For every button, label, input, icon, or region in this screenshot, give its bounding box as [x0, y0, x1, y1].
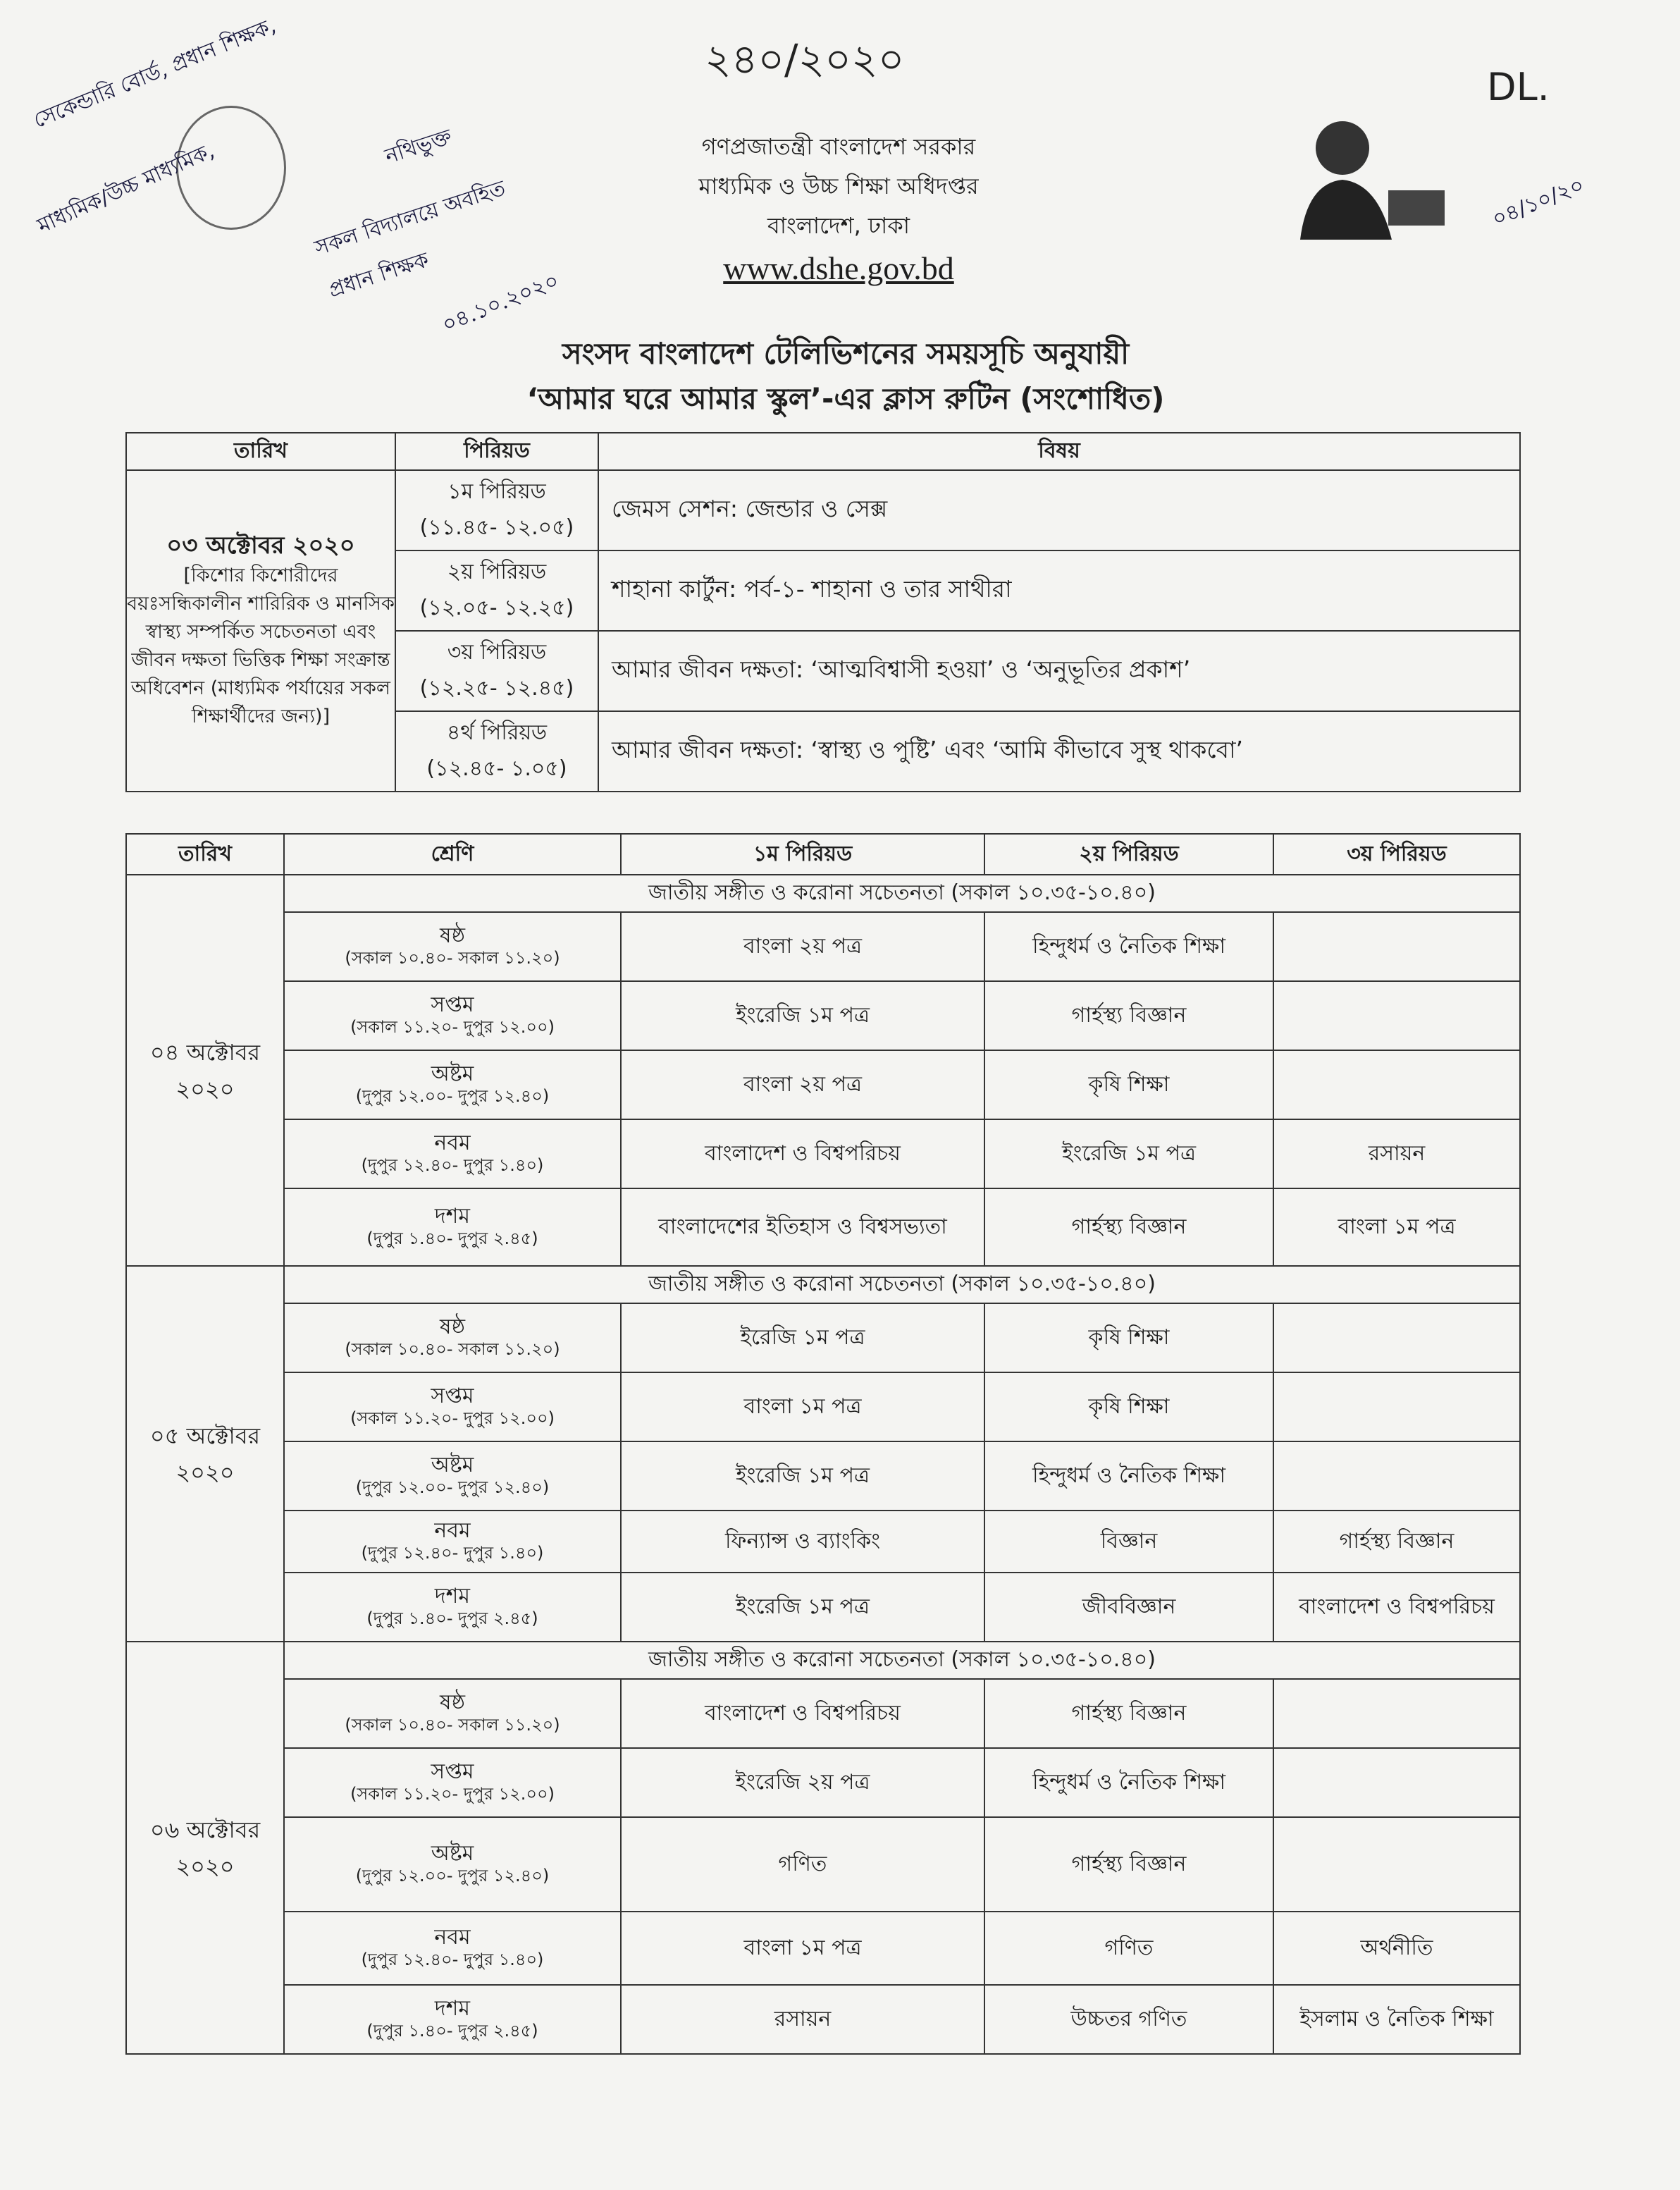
- class-time: (দুপুর ১.৪০- দুপুর ২.৪৫): [366, 1228, 538, 1248]
- period-2-cell: কৃষি শিক্ষা: [984, 1050, 1273, 1119]
- class-name: নবম: [434, 1924, 471, 1950]
- class-name: দশম: [434, 1995, 471, 2021]
- handwritten-date: ০৪.১০.২০২০: [438, 268, 563, 338]
- header-website: www.dshe.gov.bd: [723, 250, 954, 286]
- period-cell: [395, 711, 598, 792]
- header-date: তারিখ: [126, 834, 284, 875]
- office-header: [620, 127, 1057, 292]
- class-cell: [284, 1985, 621, 2054]
- day-year: ২০২০: [175, 1458, 235, 1486]
- class-time: (সকাল ১০.৪০- সকাল ১১.২০): [345, 1339, 560, 1359]
- period-1-cell: ইরেজি ১ম পত্র: [621, 1303, 984, 1372]
- header-date: তারিখ: [126, 433, 395, 470]
- class-name: সপ্তম: [431, 992, 474, 1017]
- period-3-cell: [1273, 912, 1520, 981]
- class-name: দশম: [434, 1583, 471, 1608]
- dl-mark: DL.: [1487, 65, 1550, 109]
- class-name: অষ্টম: [431, 1061, 474, 1086]
- period-label: ১ম পিরিয়ড: [447, 479, 546, 504]
- day-date-cell: [126, 1266, 284, 1642]
- class-name: ষষ্ঠ: [439, 1314, 466, 1339]
- period-3-cell: [1273, 1748, 1520, 1817]
- period-3-cell: রসায়ন: [1273, 1119, 1520, 1188]
- period-2-cell: কৃষি শিক্ষা: [984, 1303, 1273, 1372]
- day-date: ০৪ অক্টোবর: [149, 1038, 261, 1066]
- subject-cell: আমার জীবন দক্ষতা: ‘স্বাস্থ্য ও পুষ্টি’ এবং ‘আমি কীভাবে সুস্থ থাকবো’: [598, 711, 1520, 792]
- period-1-cell: বাংলাদেশের ইতিহাস ও বিশ্বসভ্যতা: [621, 1188, 984, 1266]
- period-1-cell: বাংলা ২য় পত্র: [621, 1050, 984, 1119]
- period-1-cell: ইংরেজি ১ম পত্র: [621, 1573, 984, 1642]
- class-name: নবম: [434, 1518, 471, 1543]
- anthem-row: জাতীয় সঙ্গীত ও করোনা সচেতনতা (সকাল ১০.৩৫-১০.৪০): [284, 1266, 1520, 1303]
- class-time: (সকাল ১০.৪০- সকাল ১১.২০): [345, 1714, 560, 1735]
- period-3-cell: বাংলা ১ম পত্র: [1273, 1188, 1520, 1266]
- period-1-cell: বাংলা ১ম পত্র: [621, 1372, 984, 1441]
- anthem-row: জাতীয় সঙ্গীত ও করোনা সচেতনতা (সকাল ১০.৩৫-১০.৪০): [284, 1642, 1520, 1679]
- session-date-cell: [126, 470, 395, 792]
- header-period-3: ৩য় পিরিয়ড: [1273, 834, 1520, 875]
- session-description: [কিশোর কিশোরীদের বয়ঃসন্ধিকালীন শারিরিক ও মানসিক স্বাস্থ্য সম্পর্কিত সচেতনতা এবং জীবন দক্ষতা ভিত্তিক শিক্ষা সংক্রান্ত অধিবেশন (মাধ্যমিক পর্যায়ের সকল শিক্ষার্থীদের জন্য)]: [127, 564, 395, 727]
- period-3-cell: [1273, 1303, 1520, 1372]
- class-cell: [284, 1050, 621, 1119]
- period-3-cell: [1273, 1441, 1520, 1511]
- header-govt: গণপ্রজাতন্ত্রী বাংলাদেশ সরকার: [701, 133, 976, 160]
- document-title: [282, 331, 1409, 422]
- period-1-cell: ফিন্যান্স ও ব্যাংকিং: [621, 1511, 984, 1573]
- period-2-cell: জীববিজ্ঞান: [984, 1573, 1273, 1642]
- class-cell: [284, 1441, 621, 1511]
- class-time: (সকাল ১০.৪০- সকাল ১১.২০): [345, 947, 560, 968]
- class-cell: [284, 1573, 621, 1642]
- period-2-cell: কৃষি শিক্ষা: [984, 1372, 1273, 1441]
- class-time: (দুপুর ১২.৪০- দুপুর ১.৪০): [361, 1542, 544, 1563]
- class-cell: [284, 1372, 621, 1441]
- day-date-cell: [126, 875, 284, 1266]
- class-time: (দুপুর ১.৪০- দুপুর ২.৪৫): [366, 1608, 538, 1628]
- period-1-cell: বাংলাদেশ ও বিশ্বপরিচয়: [621, 1119, 984, 1188]
- header-period-2: ২য় পিরিয়ড: [984, 834, 1273, 875]
- period-2-cell: গার্হস্থ্য বিজ্ঞান: [984, 1817, 1273, 1912]
- header-directorate: মাধ্যমিক ও উচ্চ শিক্ষা অধিদপ্তর: [698, 173, 979, 199]
- period-2-cell: হিন্দুধর্ম ও নৈতিক শিক্ষা: [984, 1441, 1273, 1511]
- header-period: পিরিয়ড: [395, 433, 598, 470]
- header-class: শ্রেণি: [284, 834, 621, 875]
- period-3-cell: বাংলাদেশ ও বিশ্বপরিচয়: [1273, 1573, 1520, 1642]
- header-period-1: ১ম পিরিয়ড: [621, 834, 984, 875]
- class-name: অষ্টম: [431, 1452, 474, 1477]
- handwritten-note-right: ০৪/১০/২০: [1488, 173, 1588, 232]
- class-time: (দুপুর ১২.০০- দুপুর ১২.৪০): [355, 1477, 550, 1497]
- subject-cell: জেমস সেশন: জেন্ডার ও সেক্স: [598, 470, 1520, 550]
- period-cell: [395, 631, 598, 711]
- class-name: সপ্তম: [431, 1383, 474, 1408]
- period-1-cell: গণিত: [621, 1817, 984, 1912]
- class-time: (দুপুর ১২.৪০- দুপুর ১.৪০): [361, 1155, 544, 1175]
- class-cell: [284, 1188, 621, 1266]
- class-name: ষষ্ঠ: [439, 1690, 466, 1715]
- period-2-cell: গার্হস্থ্য বিজ্ঞান: [984, 1679, 1273, 1748]
- handwritten-note-center-2: সকল বিদ্যালয়ে অবহিত: [311, 176, 509, 261]
- class-cell: [284, 1303, 621, 1372]
- period-label: ৩য় পিরিয়ড: [447, 640, 547, 665]
- day-year: ২০২০: [175, 1852, 235, 1880]
- class-name: ষষ্ঠ: [439, 923, 466, 948]
- handwritten-note-center-1: নথিভুক্ত: [382, 124, 455, 169]
- period-3-cell: অর্থনীতি: [1273, 1912, 1520, 1985]
- period-2-cell: হিন্দুধর্ম ও নৈতিক শিক্ষা: [984, 1748, 1273, 1817]
- title-line-1: সংসদ বাংলাদেশ টেলিভিশনের সময়সূচি অনুযায়ী: [562, 336, 1130, 371]
- routine-table-oct-03: [125, 432, 1521, 792]
- period-3-cell: [1273, 1372, 1520, 1441]
- period-time: (১২.২৫- ১২.৪৫): [419, 676, 574, 701]
- class-time: (সকাল ১১.২০- দুপুর ১২.০০): [350, 1016, 555, 1037]
- class-name: সপ্তম: [431, 1759, 474, 1784]
- period-3-cell: ইসলাম ও নৈতিক শিক্ষা: [1273, 1985, 1520, 2054]
- class-cell: [284, 1119, 621, 1188]
- handwritten-note-left-1: সেকেন্ডারি বোর্ড, প্রধান শিক্ষক,: [30, 13, 280, 133]
- handwritten-note-left-2: মাধ্যমিক/উচ্চ মাধ্যমিক,: [33, 138, 218, 239]
- period-1-cell: রসায়ন: [621, 1985, 984, 2054]
- day-date-cell: [126, 1642, 284, 2054]
- class-name: অষ্টম: [431, 1840, 474, 1866]
- title-line-2: ‘আমার ঘরে আমার স্কুল’-এর ক্লাস রুটিন (সংশোধিত): [526, 381, 1165, 416]
- period-1-cell: বাংলাদেশ ও বিশ্বপরিচয়: [621, 1679, 984, 1748]
- period-time: (১১.৪৫- ১২.০৫): [419, 515, 574, 540]
- subject-cell: শাহানা কার্টুন: পর্ব-১- শাহানা ও তার সাথীরা: [598, 550, 1520, 631]
- period-label: ২য় পিরিয়ড: [447, 560, 547, 584]
- period-2-cell: গণিত: [984, 1912, 1273, 1985]
- session-date: ০৩ অক্টোবর ২০২০: [166, 531, 355, 560]
- class-time: (সকাল ১১.২০- দুপুর ১২.০০): [350, 1408, 555, 1428]
- class-name: দশম: [434, 1203, 471, 1229]
- period-time: (১২.৪৫- ১.০৫): [426, 756, 567, 781]
- period-time: (১২.০৫- ১২.২৫): [419, 596, 574, 620]
- header-location: বাংলাদেশ, ঢাকা: [767, 212, 910, 239]
- period-2-cell: বিজ্ঞান: [984, 1511, 1273, 1573]
- class-time: (সকাল ১১.২০- দুপুর ১২.০০): [350, 1783, 555, 1804]
- handwritten-note-center-3: প্রধান শিক্ষক: [326, 247, 432, 303]
- day-date: ০৫ অক্টোবর: [149, 1422, 261, 1449]
- class-name: নবম: [434, 1130, 471, 1155]
- period-2-cell: হিন্দুধর্ম ও নৈতিক শিক্ষা: [984, 912, 1273, 981]
- period-1-cell: বাংলা ১ম পত্র: [621, 1912, 984, 1985]
- period-label: ৪র্থ পিরিয়ড: [446, 720, 548, 745]
- period-cell: [395, 470, 598, 550]
- anthem-row: জাতীয় সঙ্গীত ও করোনা সচেতনতা (সকাল ১০.৩৫-১০.৪০): [284, 875, 1520, 912]
- day-date: ০৬ অক্টোবর: [149, 1816, 261, 1843]
- class-cell: [284, 1912, 621, 1985]
- period-2-cell: গার্হস্থ্য বিজ্ঞান: [984, 1188, 1273, 1266]
- period-2-cell: উচ্চতর গণিত: [984, 1985, 1273, 2054]
- period-3-cell: [1273, 1817, 1520, 1912]
- document-number: ২৪০/২০২০: [705, 35, 905, 83]
- routine-table-oct-04-06: [125, 833, 1521, 2055]
- period-1-cell: বাংলা ২য় পত্র: [621, 912, 984, 981]
- day-year: ২০২০: [175, 1075, 235, 1102]
- class-cell: [284, 1748, 621, 1817]
- period-3-cell: [1273, 1679, 1520, 1748]
- class-time: (দুপুর ১২.০০- দুপুর ১২.৪০): [355, 1085, 550, 1106]
- class-cell: [284, 1679, 621, 1748]
- period-2-cell: ইংরেজি ১ম পত্র: [984, 1119, 1273, 1188]
- class-time: (দুপুর ১২.০০- দুপুর ১২.৪০): [355, 1865, 550, 1886]
- class-cell: [284, 1511, 621, 1573]
- period-1-cell: ইংরেজি ১ম পত্র: [621, 981, 984, 1050]
- class-time: (দুপুর ১.৪০- দুপুর ২.৪৫): [366, 2020, 538, 2041]
- class-time: (দুপুর ১২.৪০- দুপুর ১.৪০): [361, 1949, 544, 1969]
- subject-cell: আমার জীবন দক্ষতা: ‘আত্মবিশ্বাসী হওয়া’ ও ‘অনুভূতির প্রকাশ’: [598, 631, 1520, 711]
- period-3-cell: গার্হস্থ্য বিজ্ঞান: [1273, 1511, 1520, 1573]
- period-2-cell: গার্হস্থ্য বিজ্ঞান: [984, 981, 1273, 1050]
- period-cell: [395, 550, 598, 631]
- period-1-cell: ইংরেজি ১ম পত্র: [621, 1441, 984, 1511]
- class-cell: [284, 912, 621, 981]
- class-cell: [284, 981, 621, 1050]
- header-subject: বিষয়: [598, 433, 1520, 470]
- period-1-cell: ইংরেজি ২য় পত্র: [621, 1748, 984, 1817]
- mujib-year-emblem: [1286, 106, 1448, 240]
- period-3-cell: [1273, 981, 1520, 1050]
- class-cell: [284, 1817, 621, 1912]
- period-3-cell: [1273, 1050, 1520, 1119]
